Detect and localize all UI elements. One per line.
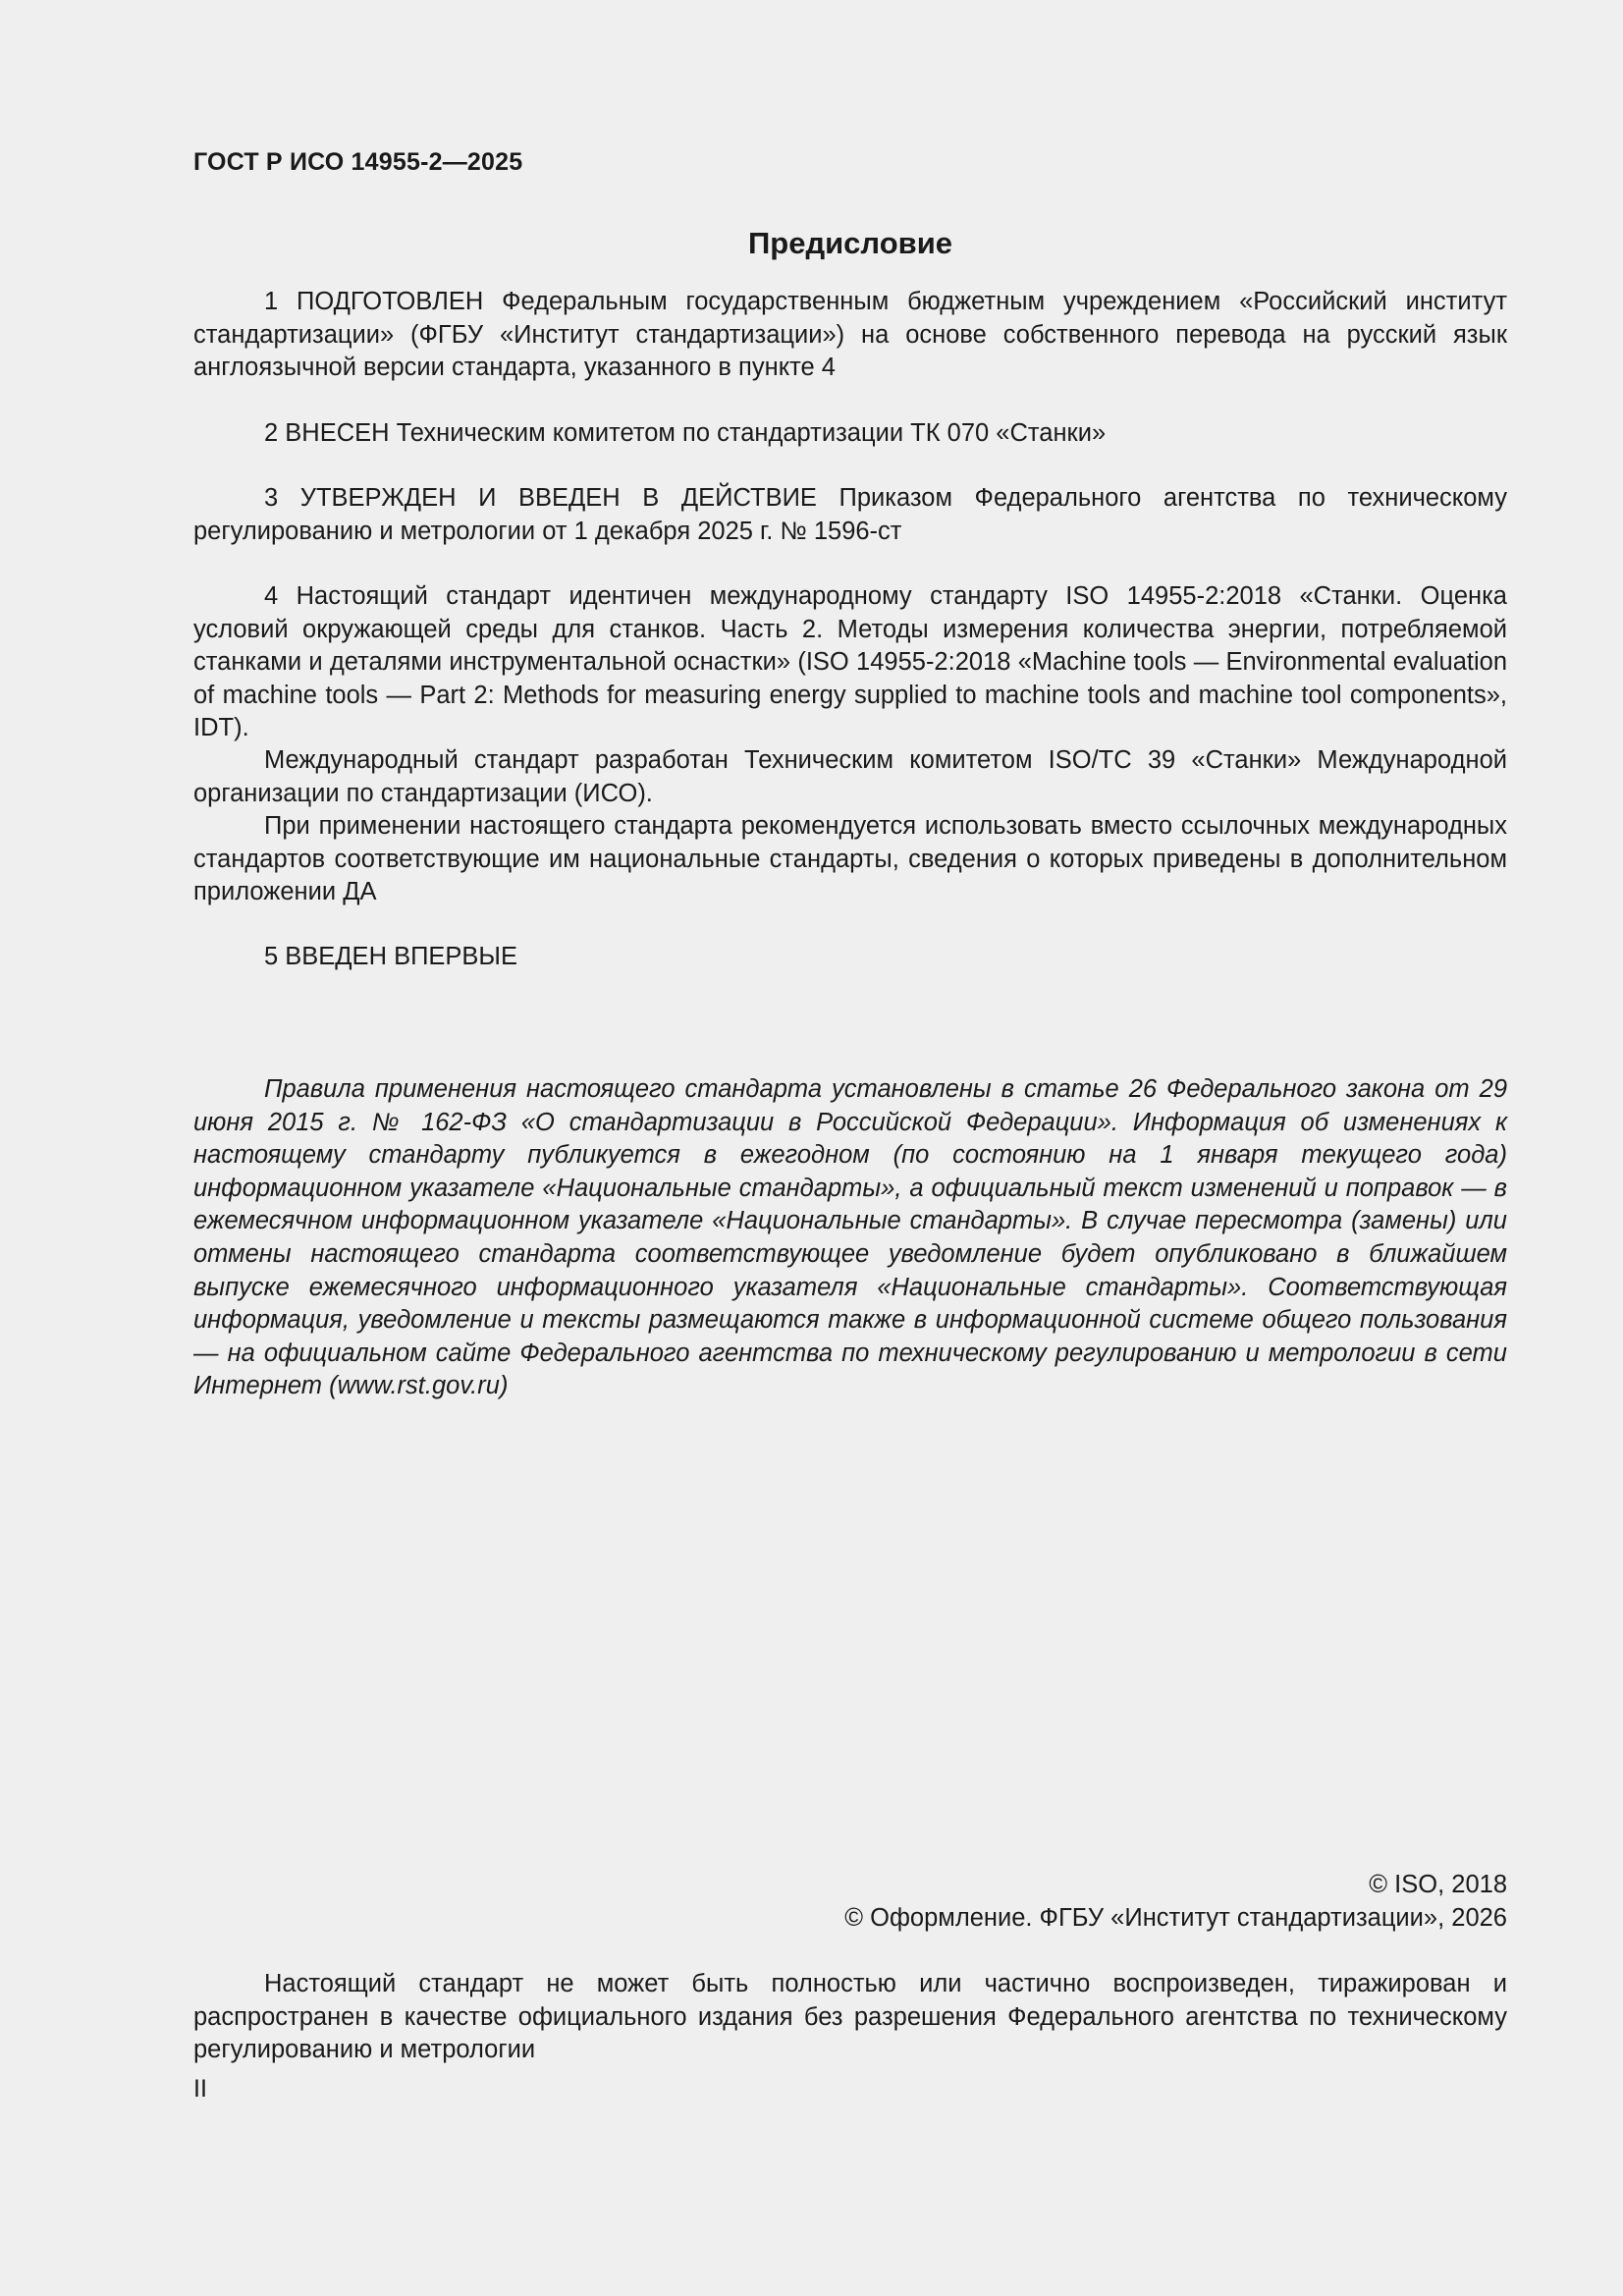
foreword-item-4-iso-committee: Международный стандарт разработан Техническим комитетом ISO/TC 39 «Станки» Международной организации по стандартизации (ИСО).	[193, 746, 1507, 807]
copyright-design: © Оформление. ФГБУ «Институт стандартизации», 2026	[844, 1904, 1507, 1932]
foreword-item-1: 1 ПОДГОТОВЛЕН Федеральным государственным бюджетным учреждением «Российский институт стандартизации» (ФГБУ «Институт стандартизации») на основе собственного перевода на русский язык англоязычной версии стандарта, указанного в пункте 4	[193, 288, 1507, 382]
foreword-item-5: 5 ВВЕДЕН ВПЕРВЫЕ	[264, 943, 518, 970]
copyright-iso: © ISO, 2018	[1369, 1871, 1507, 1898]
rules-of-application-note: Правила применения настоящего стандарта установлены в статье 26 Федерального закона от 29 июня 2015 г. № 162-ФЗ «О стандартизации в Российской Федерации». Информация об изменениях к настоящему стандарту публикуется в ежегодном (по состоянию на 1 января текущего года) информационном указателе «Национальные стандарты», а официальный текст изменений и поправок — в ежемесячном информационном указателе «Национальные стандарты». В случае пересмотра (замены) или отмены настоящего стандарта соответствующее уведомление будет опубликовано в ближайшем выпуске ежемесячного информационного указателя «Национальные стандарты». Соответствующая информация, уведомление и тексты размещаются также в информационной системе общего пользования — на официальном сайте Федерального агентства по техническому регулированию и метрологии в сети Интернет (www.rst.gov.ru)	[193, 1075, 1507, 1400]
page-title: Предисловие	[747, 226, 952, 260]
foreword-item-4-national-standards: При применении настоящего стандарта рекомендуется использовать вместо ссылочных международных стандартов соответствующие им национальные стандарты, сведения о которых приведены в дополнительном приложении ДА	[193, 812, 1507, 906]
foreword-item-2: 2 ВНЕСЕН Техническим комитетом по стандартизации ТК 070 «Станки»	[264, 419, 1107, 447]
page-number: II	[193, 2075, 207, 2103]
reproduction-notice: Настоящий стандарт не может быть полностью или частично воспроизведен, тиражирован и распространен в качестве официального издания без разрешения Федерального агентства по техническому регулированию и метрологии	[193, 1970, 1507, 2064]
foreword-item-4: 4 Настоящий стандарт идентичен международному стандарту ISO 14955-2:2018 «Станки. Оценка условий окружающей среды для станков. Часть 2. Методы измерения количества энергии, потребляемой станками и деталями инструментальной оснастки» (ISO 14955-2:2018 «Machine tools — Environmental evaluation of machine tools — Part 2: Methods for measuring energy supplied to machine tools and machine tool components», IDT).	[193, 582, 1507, 742]
foreword-item-3: 3 УТВЕРЖДЕН И ВВЕДЕН В ДЕЙСТВИЕ Приказом Федерального агентства по техническому регулированию и метрологии от 1 декабря 2025 г. № 1596-ст	[193, 484, 1507, 545]
document-code: ГОСТ Р ИСО 14955-2—2025	[193, 148, 523, 176]
